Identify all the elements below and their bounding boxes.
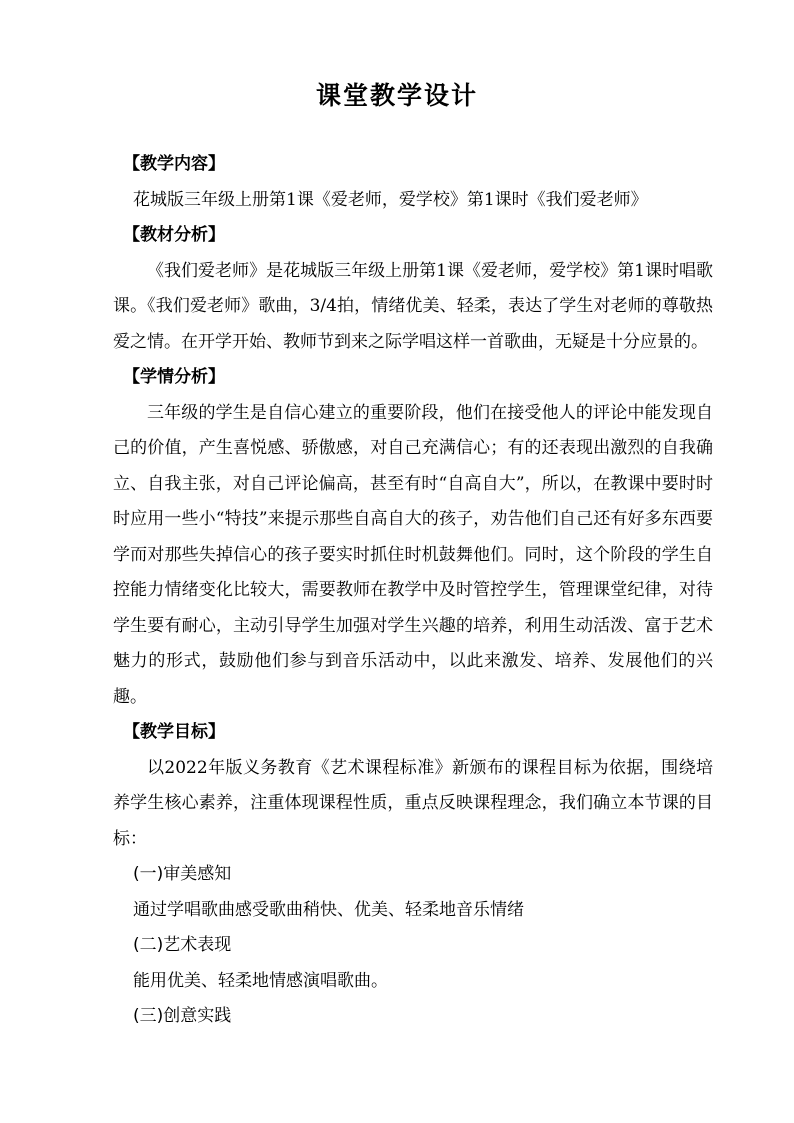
goal-expression-label: (二)艺术表现 [133,935,232,955]
goal-aesthetic-text: 通过学唱歌曲感受歌曲稍快、优美、轻柔地音乐情绪 [133,899,524,920]
material-analysis-text: 《我们爱老师》是花城版三年级上册第1课《爱老师，爱学校》第1课时唱歌课。《我们爱老师》歌曲，3/4拍，情绪优美、轻柔，表达了学生对老师的尊敬热爱之情。在开学开始、教师节到来之际学唱这样一首歌曲，无疑是十分应景的。 [113,260,713,352]
goal-expression-text: 能用优美、轻柔地情感演唱歌曲。 [133,970,388,991]
section-heading-student-analysis: 【学情分析】 [123,367,225,387]
goal-practice-label: (三)创意实践 [133,1006,232,1026]
section-heading-material-analysis: 【教材分析】 [123,225,225,245]
goal-aesthetic-label: (一)审美感知 [133,864,232,884]
section-heading-teaching-goals: 【教学目标】 [123,722,225,742]
page-title: 课堂教学设计 [315,81,478,110]
teaching-goals-text: 以2022年版义务教育《艺术课程标准》新颁布的课程目标为依据，围绕培养学生核心素养，注重体现课程性质，重点反映课程理念，我们确立本节课的目标： [113,757,713,849]
teaching-content-text: 花城版三年级上册第1课《爱老师，爱学校》第1课时《我们爱老师》 [133,189,648,210]
student-analysis-text: 三年级的学生是自信心建立的重要阶段，他们在接受他人的评论中能发现自己的价值，产生喜悦感、骄傲感，对自己充满信心；有的还表现出激烈的自我确立、自我主张，对自己评论偏高，甚至有时“自高自大”，所以，在教课中要时时时应用一些小“特技”来提示那些自高自大的孩子，劝告他们自己还有好多东西要学而对那些失掉信心的孩子要实时抓住时机鼓舞他们。同时，这个阶段的学生自控能力情绪变化比较大，需要教师在教学中及时管控学生，管理课堂纪律，对待学生要有耐心，主动引导学生加强对学生兴趣的培养，利用生动活泼、富于艺术魅力的形式，鼓励他们参与到音乐活动中，以此来激发、培养、发展他们的兴趣。 [113,402,713,707]
section-heading-teaching-content: 【教学内容】 [123,154,225,174]
document-body [113,147,713,1035]
